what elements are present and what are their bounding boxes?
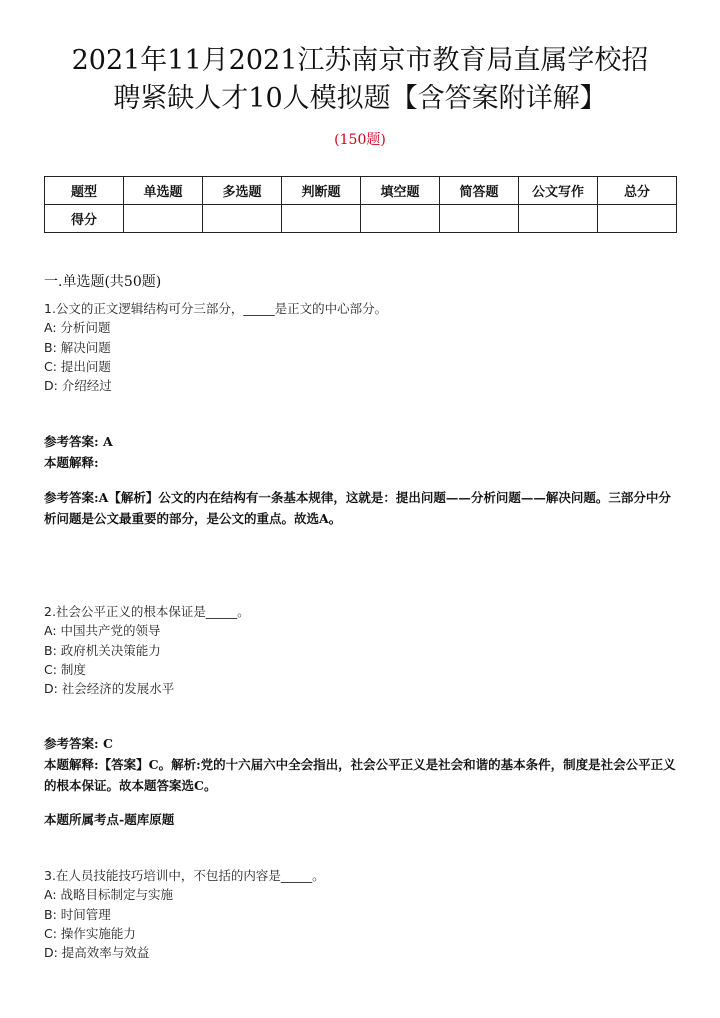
option-a: A: 分析问题	[44, 320, 111, 336]
option-a: A: 中国共产党的领导	[44, 623, 161, 639]
question-stem: 2.社会公平正义的根本保证是_____。	[44, 604, 250, 619]
title-line-2: 聘紧缺人才10人模拟题【含答案附详解】	[113, 83, 607, 114]
question-3	[44, 866, 325, 962]
answer-1	[44, 431, 678, 473]
explanation-label: 本题解释:	[44, 455, 99, 470]
question-stem: 1.公文的正文逻辑结构可分三部分，_____是正文的中心部分。	[44, 301, 388, 316]
score-table-score-row	[45, 205, 677, 233]
score-table-header-row	[45, 177, 677, 205]
score-cell	[282, 205, 361, 233]
reference-answer: 参考答案: C	[44, 736, 113, 751]
option-c: C: 提出问题	[44, 358, 111, 374]
option-a: A: 战略目标制定与实施	[44, 887, 174, 903]
header-cell: 题型	[45, 177, 124, 205]
document-title	[0, 42, 720, 118]
section-title: 一.单选题(共50题)	[44, 274, 162, 290]
header-cell: 总分	[598, 177, 677, 205]
explanation: 本题解释:【答案】C。解析:党的十六届六中全会指出，社会公平正义是社会和谐的基本条件，制度是社会公平正义 的根本保证。故本题答案选C。	[44, 757, 676, 793]
reference-answer: 参考答案: A	[44, 434, 113, 449]
header-cell: 多选题	[203, 177, 282, 205]
score-cell	[598, 205, 677, 233]
title-line-1: 2021年11月2021江苏南京市教育局直属学校招	[71, 45, 649, 76]
score-cell	[361, 205, 440, 233]
answer-2	[44, 733, 678, 796]
option-d: D: 提高效率与效益	[44, 945, 150, 961]
row-label: 得分	[45, 205, 124, 233]
header-cell: 填空题	[361, 177, 440, 205]
question-count: (150题)	[334, 132, 386, 148]
header-cell: 单选题	[124, 177, 203, 205]
option-c: C: 操作实施能力	[44, 925, 136, 941]
option-d: D: 介绍经过	[44, 378, 112, 394]
option-d: D: 社会经济的发展水平	[44, 681, 175, 697]
score-table	[44, 176, 677, 233]
header-cell: 判断题	[282, 177, 361, 205]
option-c: C: 制度	[44, 661, 86, 677]
score-cell	[519, 205, 598, 233]
answer-2-source: 本题所属考点-题库原题	[44, 812, 175, 827]
header-cell: 公文写作	[519, 177, 598, 205]
header-cell: 简答题	[440, 177, 519, 205]
score-cell	[440, 205, 519, 233]
option-b: B: 政府机关决策能力	[44, 642, 161, 658]
question-2	[44, 602, 250, 698]
score-cell	[124, 205, 203, 233]
answer-1-detail: 参考答案:A【解析】公文的内在结构有一条基本规律，这就是：提出问题——分析问题——解决问题。三部分中分析问题是公文最重要的部分，是公文的重点。故选A。	[44, 490, 671, 526]
option-b: B: 解决问题	[44, 339, 111, 355]
score-cell	[203, 205, 282, 233]
option-b: B: 时间管理	[44, 906, 111, 922]
question-stem: 3.在人员技能技巧培训中，不包括的内容是_____。	[44, 868, 325, 883]
question-1	[44, 299, 387, 395]
